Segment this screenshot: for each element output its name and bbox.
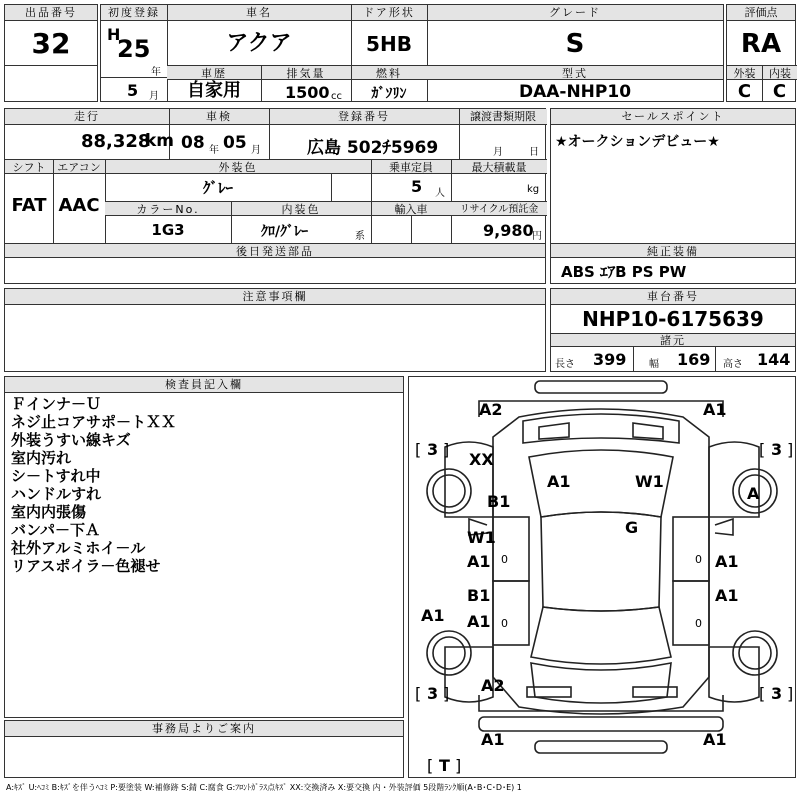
length-value: 399	[593, 350, 627, 369]
car-name-label: 車名	[167, 5, 351, 21]
note-line: Ｆインナ－Ｕ	[11, 395, 102, 413]
history-value: 自家用	[187, 80, 241, 101]
max-load-label: 最大積載量	[451, 159, 547, 174]
chassis-box	[550, 288, 796, 372]
mileage-label: 走行	[5, 109, 169, 125]
mark-tire-rl: 3	[427, 684, 439, 703]
color-no-label: カラーNo.	[105, 201, 231, 216]
recycle-label: リサイクル預託金	[451, 201, 547, 216]
capacity-label: 乗車定員	[371, 159, 451, 174]
sales-point-value: ★オークションデビュー★	[555, 134, 720, 150]
first-reg-label: 初度登録	[101, 5, 167, 21]
mark-zero-3: 0	[501, 617, 508, 630]
mark-fender-l: B1	[487, 492, 511, 511]
inspection-year-unit: 年	[209, 145, 219, 156]
mark-hood-a1: A1	[547, 472, 571, 491]
recycle-unit: 円	[532, 231, 542, 242]
exterior-value: C	[737, 81, 752, 102]
headlight-left-outline	[539, 423, 569, 439]
mark-rear-a2: A2	[481, 676, 505, 695]
caution-box	[4, 288, 546, 372]
door-value: 5HB	[366, 32, 412, 56]
later-parts-label: 後日発送部品	[5, 243, 545, 258]
mark-tire-fr: 3	[771, 440, 783, 459]
door-fl-outline	[493, 517, 529, 581]
svg-text:]: ]	[787, 684, 794, 703]
interior-value: C	[772, 81, 787, 102]
rear-bumper-lower-outline	[535, 741, 667, 753]
capacity-unit: 人	[435, 188, 445, 199]
svg-text:[: [	[427, 756, 434, 775]
mileage-unit: km	[145, 131, 175, 151]
fuel-value: ｶﾞｿﾘﾝ	[371, 86, 407, 102]
aircon-label: エアコン	[53, 159, 105, 174]
chassis-label: 車台番号	[551, 289, 795, 305]
mark-tire-fl: 3	[427, 440, 439, 459]
note-line: バンパ－下Ａ	[11, 521, 100, 539]
front-bumper-outline	[535, 381, 667, 393]
mark-door-rl-2: A1	[467, 612, 491, 631]
transfer-month-unit: 月	[493, 147, 503, 158]
mark-front-left: A2	[479, 400, 503, 419]
note-line: 外装うすい線キズ	[11, 431, 131, 449]
inspection-month: 05	[223, 133, 247, 153]
interior-label: 内装	[762, 65, 797, 80]
wheel-rr-inner	[739, 637, 771, 669]
sales-point-label: セールスポイント	[551, 109, 795, 125]
exterior-label: 外装	[727, 65, 762, 80]
car-diagram	[409, 377, 795, 777]
first-reg-year: 25	[117, 35, 151, 63]
note-line: ネジ止コアサポ－トＸＸ	[11, 413, 177, 431]
mark-roof-g: G	[625, 518, 639, 537]
note-line: 室内内張傷	[11, 503, 87, 521]
svg-text:[: [	[415, 684, 422, 703]
int-color-unit: 系	[355, 231, 365, 242]
wheel-fl-inner	[433, 475, 465, 507]
car-name-value: アクア	[226, 31, 292, 56]
svg-text:]: ]	[443, 684, 450, 703]
width-label: 幅	[649, 359, 659, 370]
model-value: DAA-NHP10	[518, 82, 632, 102]
mark-rear-left: A1	[481, 730, 505, 749]
width-value: 169	[677, 350, 711, 369]
score-label: 評価点	[727, 5, 795, 21]
svg-text:]: ]	[787, 440, 794, 459]
score-value: RA	[740, 29, 782, 59]
mark-door-fl-1: W1	[467, 528, 496, 547]
aircon-value: AAC	[58, 195, 100, 216]
plate-label: 登録番号	[269, 109, 459, 125]
max-load-unit: kg	[527, 184, 540, 195]
mark-tire-rr: 3	[771, 684, 783, 703]
first-reg-year-unit: 年	[151, 67, 161, 78]
mark-zero-1: 0	[501, 553, 508, 566]
mark-rear-right: A1	[703, 730, 727, 749]
displacement-unit: cc	[331, 91, 342, 102]
mirror-right-outline	[715, 519, 733, 535]
mark-hood-xx: XX	[469, 450, 494, 469]
sales-point-box	[550, 108, 796, 284]
transfer-day-unit: 日	[529, 147, 539, 158]
taillight-right-outline	[633, 687, 677, 697]
mark-door-fl-2: A1	[467, 552, 491, 571]
history-label: 車歴	[167, 65, 261, 80]
office-label: 事務局よりご案内	[5, 721, 403, 737]
note-line: リアスポイラ－色褪せ	[11, 557, 161, 575]
mileage-value: 88,328	[81, 131, 151, 152]
height-label: 高さ	[723, 359, 743, 370]
grade-value: S	[565, 29, 585, 59]
door-fr-outline	[673, 517, 709, 581]
fuel-label: 燃料	[351, 65, 427, 80]
vehicle-detail-box	[4, 108, 546, 284]
legend-text: A:ｷｽﾞ U:ﾍｺﾐ B:ｷｽﾞを伴うﾍｺﾐ P:要塗装 W:補修跡 S:錆 C:腐食 G:ﾌﾛﾝﾄｶﾞﾗｽ点ｷｽﾞ XX:交換済み X:要交換 内・外装評価 5段階ﾗﾝｸ順(A･B･C･D･E) 1	[6, 783, 522, 792]
chassis-value: NHP10-6175639	[582, 307, 764, 331]
mark-rear-fender-l: A1	[421, 606, 445, 625]
inspection-year: 08	[181, 133, 205, 153]
ext-color-label: 外装色	[105, 159, 371, 174]
shift-label: シフト	[5, 159, 53, 174]
note-line: シ－トすれ中	[11, 467, 101, 485]
rear-bumper-outline	[479, 717, 723, 731]
roof-outline	[541, 512, 661, 611]
fender-right-outline	[709, 442, 759, 517]
recycle-value: 9,980	[483, 221, 534, 240]
body-outline	[493, 409, 709, 714]
door-rl-outline	[493, 581, 529, 645]
svg-text:[: [	[759, 684, 766, 703]
mark-door-rl-1: B1	[467, 586, 491, 605]
height-value: 144	[757, 350, 791, 369]
note-line: ハンドルすれ	[11, 485, 102, 503]
length-label: 長さ	[555, 359, 575, 370]
mark-front-right: A1	[703, 400, 727, 419]
int-color-label: 内装色	[231, 201, 371, 216]
note-line: 社外アルミホイ－ル	[11, 539, 146, 557]
door-label: ドア形状	[351, 5, 427, 21]
score-box	[726, 4, 796, 102]
rear-window-outline	[531, 607, 671, 664]
first-reg-month: 5	[127, 81, 139, 100]
inspection-month-unit: 月	[251, 145, 261, 156]
headlight-right-outline	[633, 423, 663, 439]
first-reg-era: H	[107, 25, 121, 44]
ext-color-value: ｸﾞﾚｰ	[202, 179, 233, 197]
inspector-notes-list	[11, 395, 176, 575]
equipment-label: 純正装備	[551, 243, 795, 258]
bracket-tire-fl: [	[415, 440, 422, 459]
model-label: 型式	[427, 65, 723, 80]
note-line: 室内汚れ	[11, 449, 72, 467]
displacement-label: 排気量	[261, 65, 351, 80]
int-color-value: ｸﾛ/ｸﾞﾚｰ	[261, 224, 309, 240]
mark-wheel-fr: A	[747, 484, 760, 503]
inspector-label: 検査員記入欄	[5, 377, 403, 393]
first-reg-month-unit: 月	[149, 91, 159, 102]
import-label: 輸入車	[371, 201, 451, 216]
color-no-value: 1G3	[151, 221, 185, 239]
mark-hood-w1: W1	[635, 472, 664, 491]
equipment-value: ABS ｴｱB PS PW	[561, 263, 687, 281]
transfer-label: 譲渡書類期限	[459, 109, 547, 125]
inspection-label: 車検	[169, 109, 269, 125]
office-notice-box	[4, 720, 404, 778]
specs-label: 諸元	[551, 333, 795, 347]
svg-text:]: ]	[455, 756, 462, 775]
wheel-rl-inner	[433, 637, 465, 669]
shift-value: FAT	[11, 195, 47, 216]
lot-number-label: 出品番号	[5, 5, 97, 21]
svg-text:]: ]	[443, 440, 450, 459]
mark-zero-2: 0	[695, 553, 702, 566]
mark-door-rr: A1	[715, 586, 739, 605]
plate-value: 広島 502ﾁ5969	[307, 138, 439, 158]
lot-number-value: 32	[31, 27, 71, 60]
mark-door-fr: A1	[715, 552, 739, 571]
displacement-value: 1500	[285, 83, 330, 102]
caution-label: 注意事項欄	[5, 289, 545, 305]
grade-label: グレード	[427, 5, 723, 21]
mark-spare: T	[439, 756, 450, 775]
lot-number-box	[4, 4, 98, 102]
vehicle-summary-box	[100, 4, 724, 102]
svg-text:[: [	[759, 440, 766, 459]
mark-zero-4: 0	[695, 617, 702, 630]
damage-diagram-box	[408, 376, 796, 778]
capacity-value: 5	[411, 177, 423, 196]
door-rr-outline	[673, 581, 709, 645]
inspector-notes-box	[4, 376, 404, 718]
